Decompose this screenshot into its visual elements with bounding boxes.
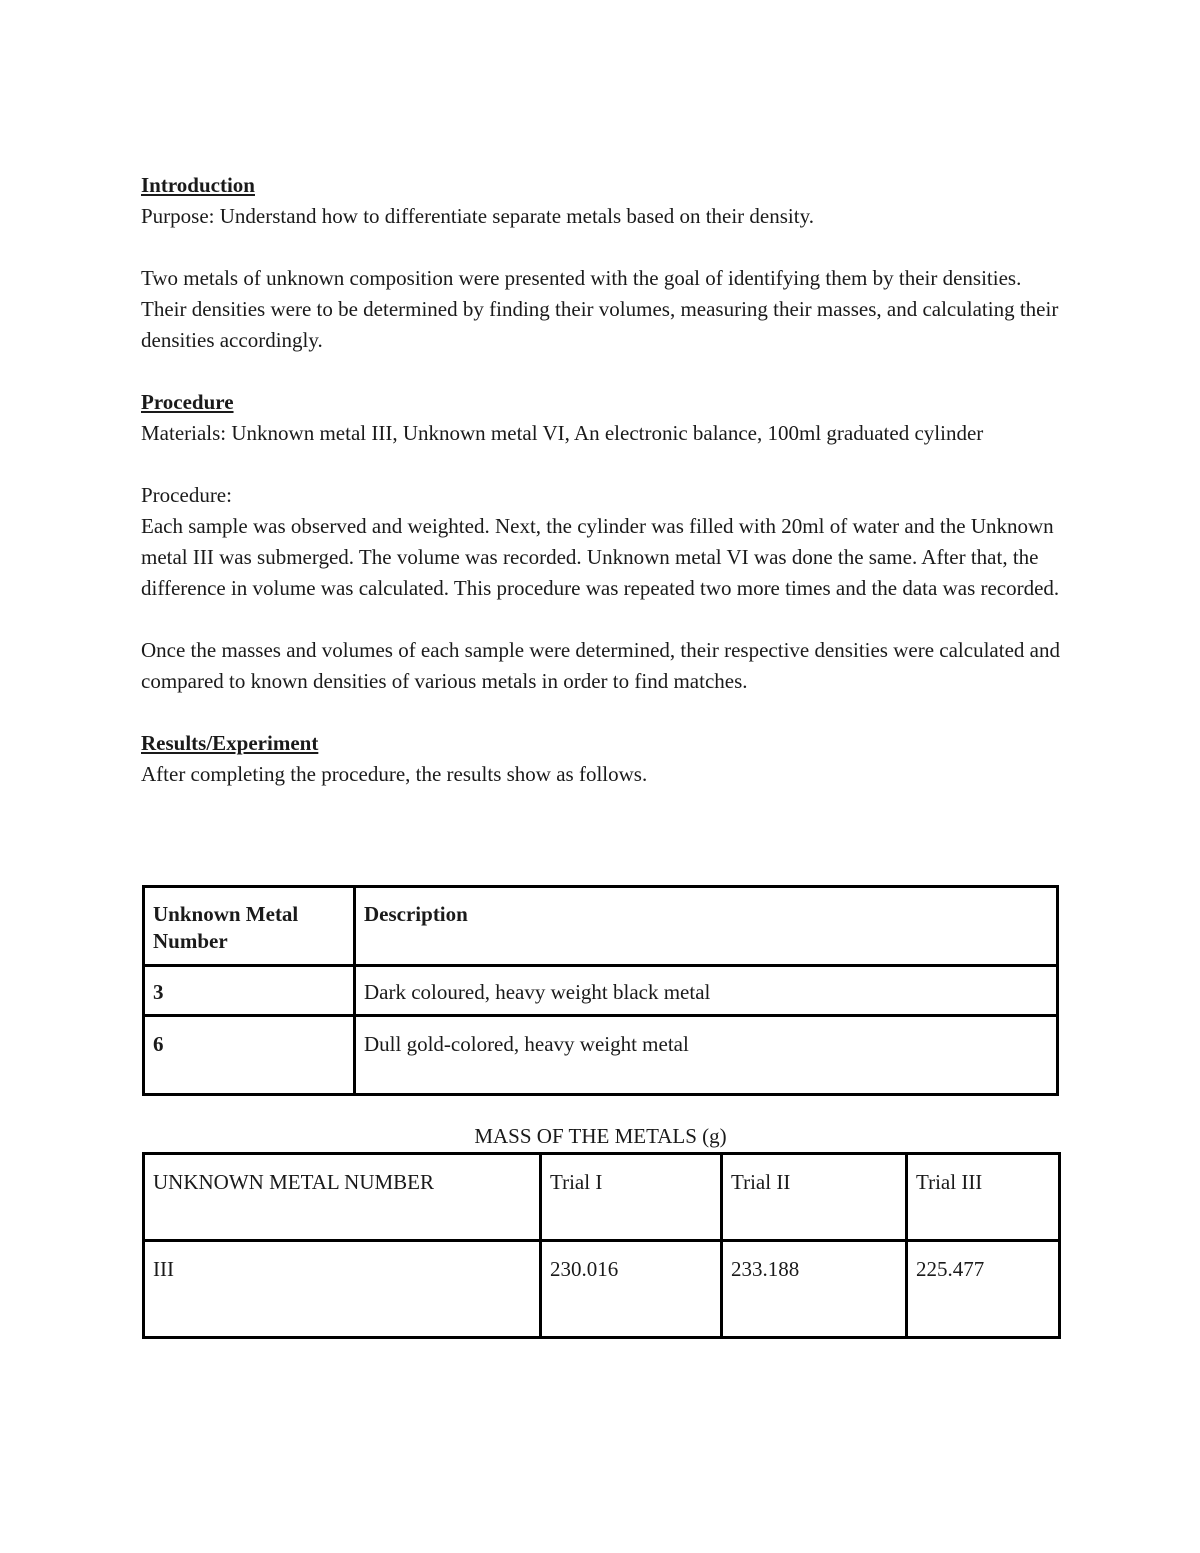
description-table-header xyxy=(144,887,1058,966)
metal-number-cell: 3 xyxy=(144,966,355,1016)
trial-3-cell: 225.477 xyxy=(907,1241,1060,1338)
purpose-text: Purpose: Understand how to differentiate separate metals based on their density. xyxy=(141,204,814,228)
introduction-heading: Introduction xyxy=(141,173,255,197)
mass-table-header xyxy=(144,1154,1060,1241)
header-cell-trial-3: Trial III xyxy=(907,1154,1060,1241)
header-cell-metal-number: Unknown Metal Number xyxy=(144,887,355,966)
procedure-conclusion: Once the masses and volumes of each sample were determined, their respective densities were calculated and compared to known densities of various metals in order to find matches. xyxy=(141,638,1060,693)
description-table xyxy=(142,885,1059,1096)
results-heading: Results/Experiment xyxy=(141,731,319,755)
mass-table xyxy=(142,1152,1061,1339)
document-body xyxy=(141,170,1061,790)
metal-number-cell: III xyxy=(144,1241,541,1338)
procedure-steps: Each sample was observed and weighted. Next, the cylinder was filled with 20ml of water and the Unknown metal III was submerged. The volume was recorded. Unknown metal VI was done the same. After that, the difference in volume was calculated. This procedure was repeated two more times and the data was recorded. xyxy=(141,514,1060,600)
mass-table-caption: MASS OF THE METALS (g) xyxy=(474,1124,727,1148)
header-cell-metal-number: UNKNOWN METAL NUMBER xyxy=(144,1154,541,1241)
procedure-label: Procedure: xyxy=(141,483,232,507)
trial-1-cell: 230.016 xyxy=(541,1241,722,1338)
table-row xyxy=(144,966,1058,1016)
header-cell-trial-1: Trial I xyxy=(541,1154,722,1241)
table-row xyxy=(144,1241,1060,1338)
procedure-heading: Procedure xyxy=(141,390,234,414)
results-intro: After completing the procedure, the results show as follows. xyxy=(141,762,648,786)
table-row xyxy=(144,1016,1058,1095)
header-cell-description: Description xyxy=(355,887,1058,966)
materials-text: Materials: Unknown metal III, Unknown metal VI, An electronic balance, 100ml graduated cylinder xyxy=(141,421,984,445)
metal-number-cell: 6 xyxy=(144,1016,355,1095)
header-cell-trial-2: Trial II xyxy=(722,1154,907,1241)
description-cell: Dark coloured, heavy weight black metal xyxy=(355,966,1058,1016)
introduction-paragraph: Two metals of unknown composition were presented with the goal of identifying them by their densities. Their densities were to be determined by finding their volumes, measuring their masses, and calculating their densities accordingly. xyxy=(141,266,1059,352)
trial-2-cell: 233.188 xyxy=(722,1241,907,1338)
description-cell: Dull gold-colored, heavy weight metal xyxy=(355,1016,1058,1095)
